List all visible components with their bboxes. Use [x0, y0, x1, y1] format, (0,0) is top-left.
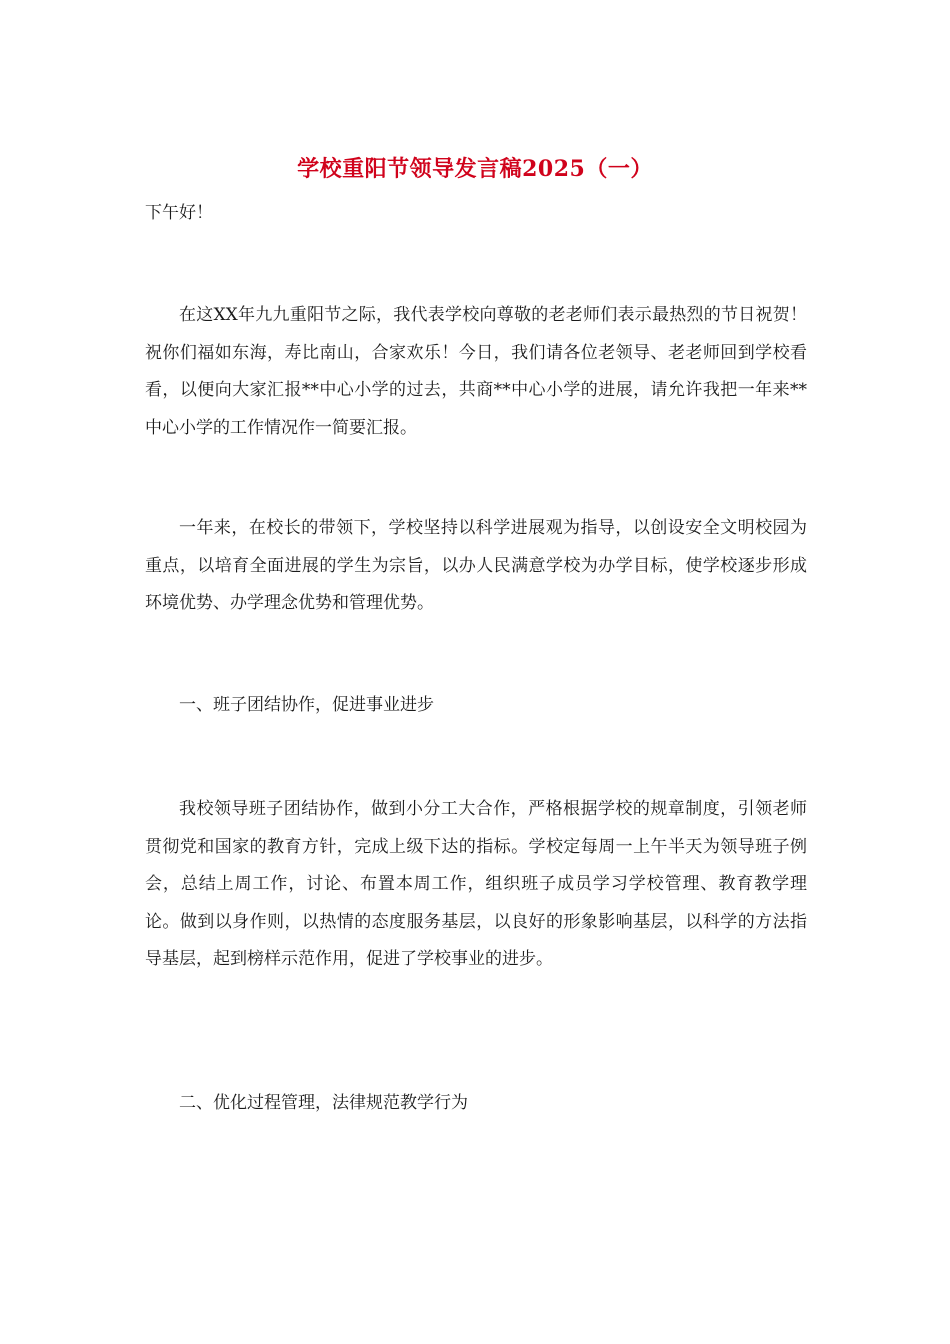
body-paragraph: 我校领导班子团结协作，做到小分工大合作，严格根据学校的规章制度，引领老师贯彻党和国家的教育方针，完成上级下达的指标。学校定每周一上午半天为领导班子例会，总结上周工作，讨论、布置本周工作，组织班子成员学习学校管理、教育教学理论。做到以身作则，以热情的态度服务基层，以良好的形象影响基层，以科学的方法指导基层，起到榜样示范作用，促进了学校事业的进步。 — [145, 799, 807, 969]
body-paragraph: 在这XX年九九重阳节之际，我代表学校向尊敬的老老师们表示最热烈的节日祝贺！祝你们福如东海，寿比南山，合家欢乐！今日，我们请各位老领导、老老师回到学校看看，以便向大家汇报**中心小学的过去，共商**中心小学的进展，请允许我把一年来**中心小学的工作情况作一简要汇报。 — [145, 305, 807, 438]
section-heading: 一、班子团结协作，促进事业进步 — [179, 695, 434, 715]
section-heading: 二、优化过程管理，法律规范教学行为 — [179, 1093, 468, 1113]
document-title: 学校重阳节领导发言稿2025（一） — [297, 156, 653, 182]
greeting: 下午好！ — [145, 203, 213, 223]
body-paragraph: 一年来，在校长的带领下，学校坚持以科学进展观为指导，以创设安全文明校园为重点，以培育全面进展的学生为宗旨，以办人民满意学校为办学目标，使学校逐步形成环境优势、办学理念优势和管理优势。 — [145, 518, 807, 613]
